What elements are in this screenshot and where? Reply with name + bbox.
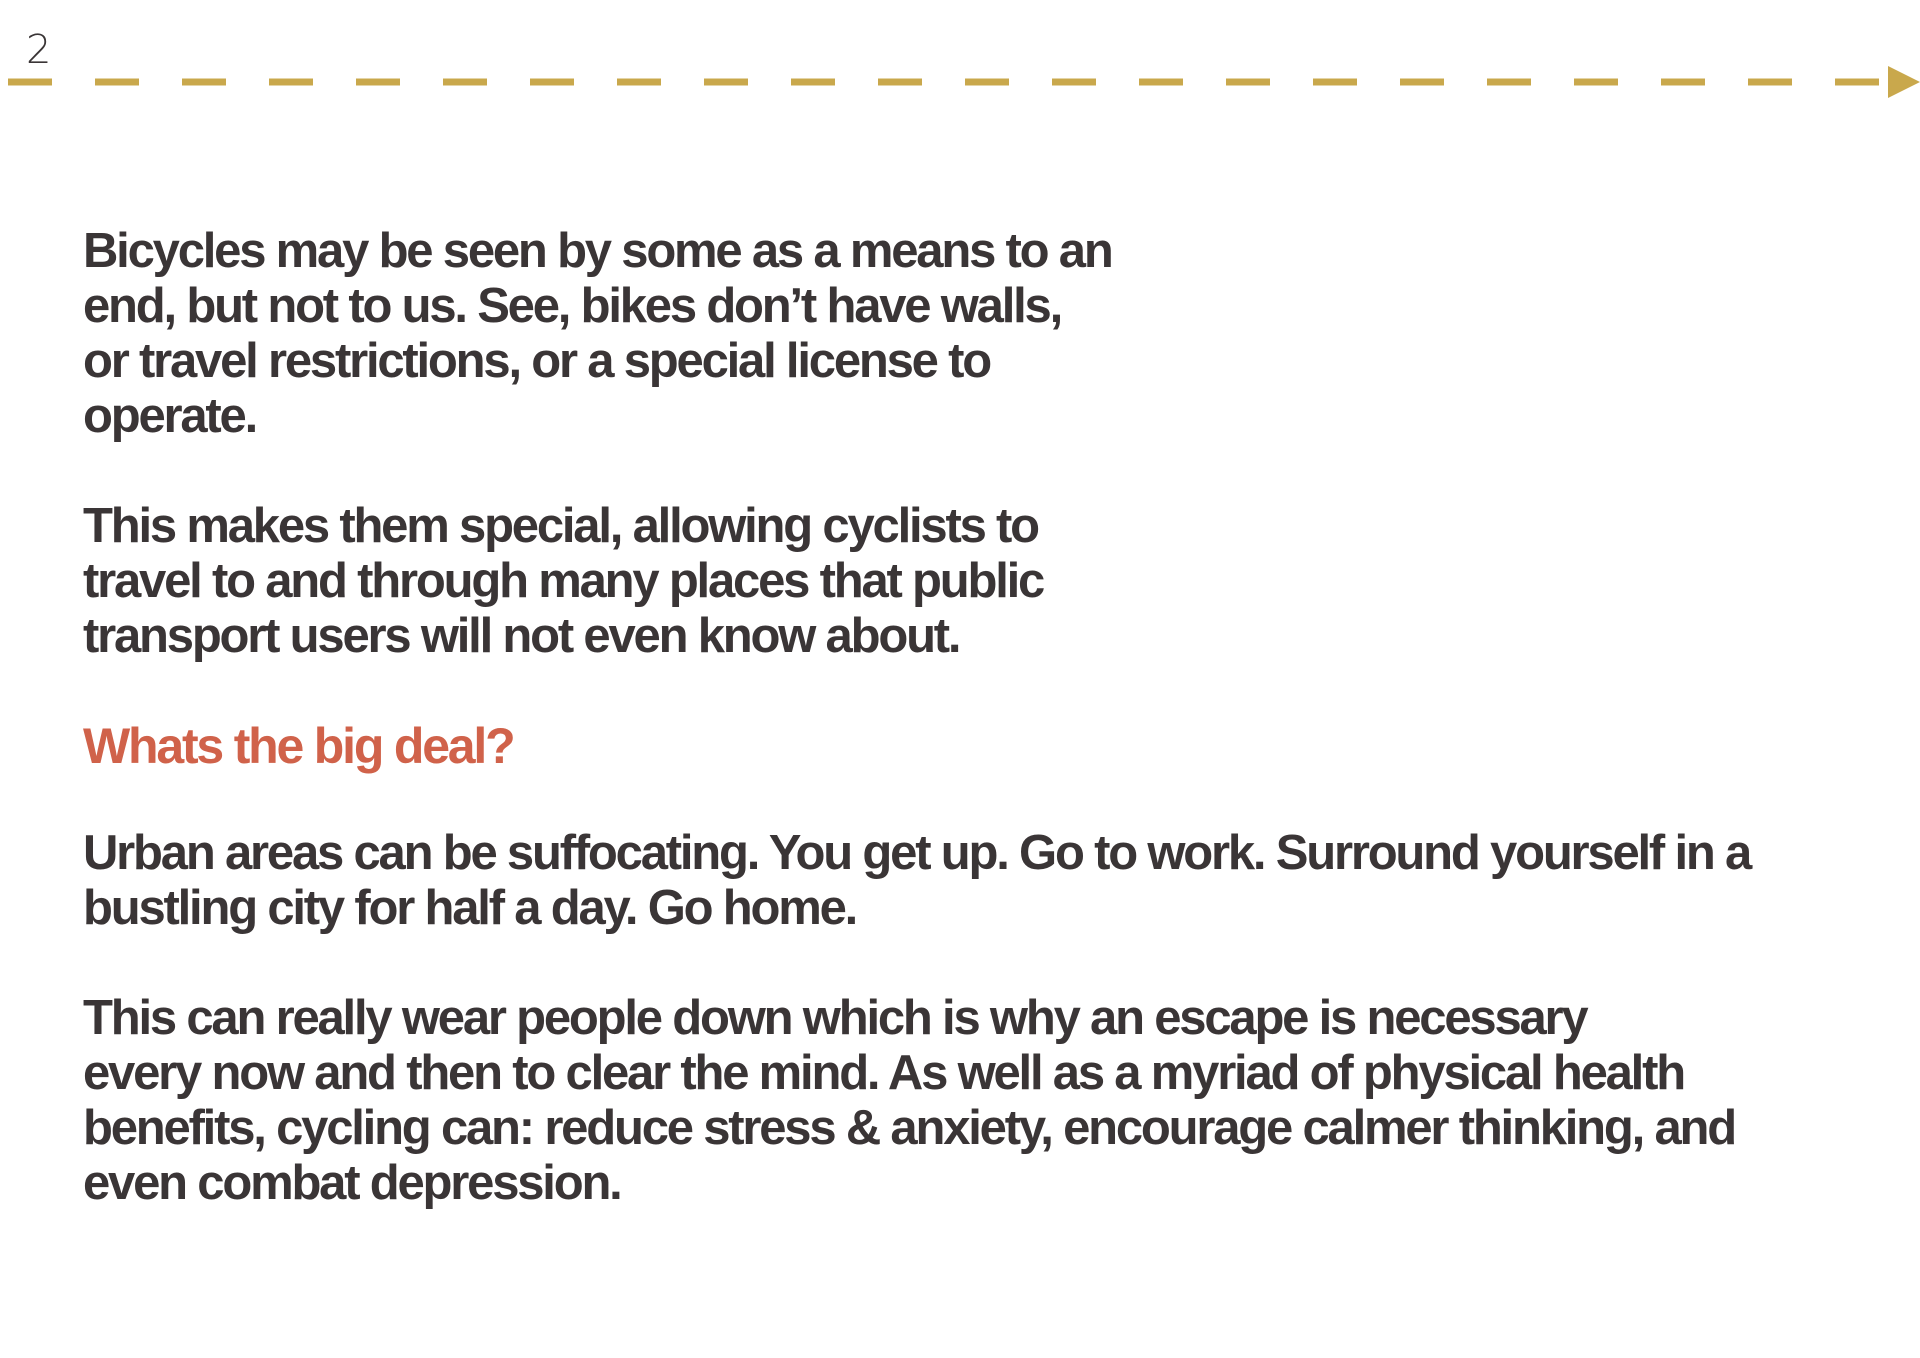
section-paragraph-2: This can really wear people down which is why an escape is necessary every now and then to clear the mind. As well as a myriad of physical health benefits, cycling can: reduce stress & anxiety, encourage calmer thinking, and even combat depression. — [83, 991, 1735, 1210]
main-content — [83, 224, 1863, 1211]
intro-paragraph-2: This makes them special, allowing cyclists to travel to and through many places that public transport users will not even know about. — [83, 499, 1044, 663]
section-heading: Whats the big deal? — [83, 718, 514, 774]
arrow-head-icon — [1888, 66, 1920, 98]
intro-paragraph-1: Bicycles may be seen by some as a means to an end, but not to us. See, bikes don’t have walls, or travel restrictions, or a special license to operate. — [83, 224, 1112, 443]
section-paragraph-1: Urban areas can be suffocating. You get up. Go to work. Surround yourself in a bustling city for half a day. Go home. — [83, 826, 1751, 935]
page-number: 2 — [26, 27, 52, 73]
dashed-arrow-divider — [0, 60, 1920, 104]
